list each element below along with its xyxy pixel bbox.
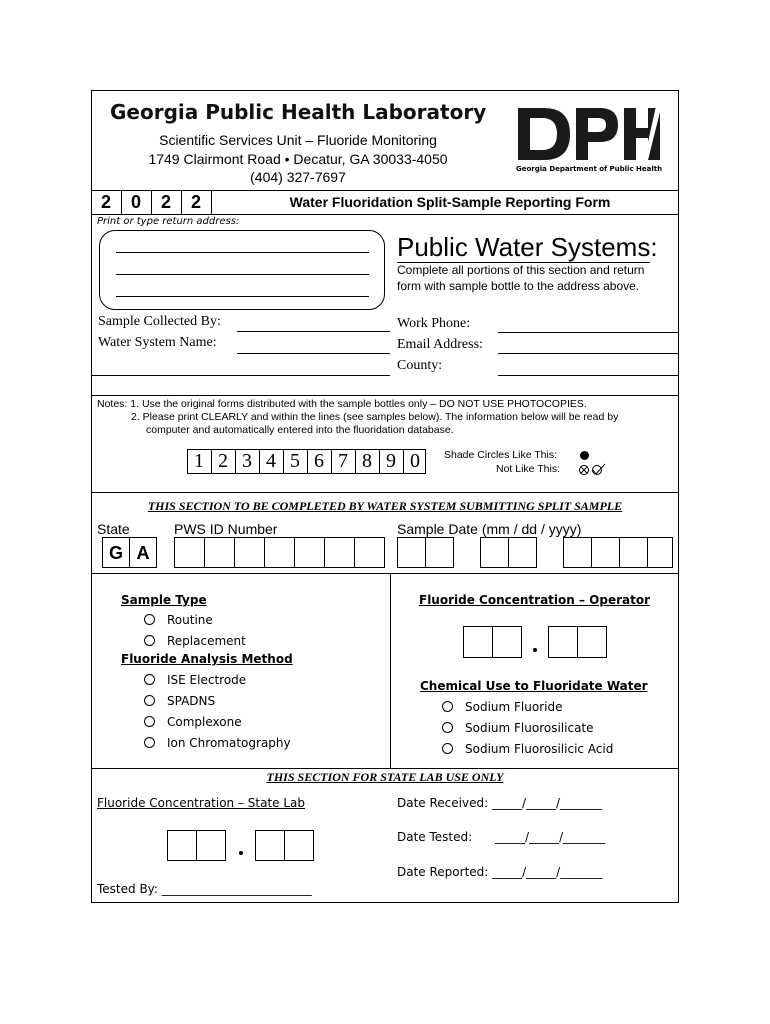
sample-date-year-cell[interactable]: [563, 537, 592, 568]
shade-like-label: Shade Circles Like This:: [444, 449, 558, 461]
column-divider: [390, 573, 391, 769]
radio-circle-icon[interactable]: [442, 722, 453, 733]
option-label: Sodium Fluorosilicic Acid: [465, 742, 614, 756]
public-water-instructions: form with sample bottle to the address above.: [397, 279, 640, 293]
email-address-field[interactable]: [498, 353, 679, 354]
state-lab-concentration-cell[interactable]: [255, 830, 285, 861]
sample-digit: 4: [266, 450, 276, 472]
form-title: Water Fluoridation Split-Sample Reporting Form: [289, 194, 611, 210]
year-digit[interactable]: 2: [91, 190, 122, 215]
not-like-label: Not Like This:: [496, 463, 560, 475]
state-lab-concentration-cell[interactable]: [196, 830, 226, 861]
sample-type-option-routine[interactable]: [144, 613, 213, 627]
year-digit[interactable]: 2: [181, 190, 212, 215]
state-cell[interactable]: A: [129, 537, 157, 568]
sample-digit: 6: [314, 450, 324, 472]
work-phone-label: Work Phone:: [397, 316, 471, 331]
pws-id-cell[interactable]: [354, 537, 385, 568]
notes-line: Notes: 1. Use the original forms distributed with the sample bottles only – DO NOT USE PHOTOCOPIES.: [97, 398, 587, 410]
sample-digit: 7: [338, 450, 348, 472]
return-address-line[interactable]: [116, 274, 369, 275]
divider: [91, 768, 679, 769]
sample-collected-by-field[interactable]: [237, 331, 390, 332]
return-address-label: Print or type return address:: [97, 216, 240, 227]
analysis-option-complexone[interactable]: [144, 715, 242, 729]
return-address-box[interactable]: [99, 230, 385, 310]
date-received-field[interactable]: Date Received: _____/_____/_______: [397, 796, 603, 810]
county-field[interactable]: [498, 375, 679, 376]
radio-circle-icon[interactable]: [144, 674, 155, 685]
option-label: Routine: [167, 613, 213, 627]
option-label: SPADNS: [167, 694, 216, 708]
operator-concentration-cell[interactable]: [463, 626, 493, 658]
sample-digit: 9: [386, 450, 396, 472]
work-phone-field[interactable]: [498, 332, 679, 333]
chemical-option-sodium-fluoride[interactable]: [442, 700, 562, 714]
option-label: Complexone: [167, 715, 242, 729]
filled-circle-icon: [580, 451, 589, 460]
sample-type-option-replacement[interactable]: [144, 634, 246, 648]
water-system-name-field[interactable]: [91, 375, 390, 376]
sample-date-month-cell[interactable]: [397, 537, 426, 568]
pws-id-cell[interactable]: [324, 537, 355, 568]
lab-name: Georgia Public Health Laboratory: [110, 100, 487, 124]
sample-digit: 5: [290, 450, 300, 472]
sample-digit: 0: [410, 450, 420, 472]
year-digit[interactable]: 2: [151, 190, 182, 215]
sample-collected-by-label: Sample Collected By:: [98, 314, 221, 329]
water-system-name-field[interactable]: [237, 353, 390, 354]
option-label: Replacement: [167, 634, 246, 648]
divider: [91, 492, 679, 493]
analysis-method-label: Fluoride Analysis Method: [121, 652, 293, 666]
operator-concentration-cell[interactable]: [577, 626, 607, 658]
state-label: State: [97, 521, 130, 537]
sample-digit: 8: [362, 450, 372, 472]
pws-id-cell[interactable]: [204, 537, 235, 568]
notes-line: computer and automatically entered into the fluoridation database.: [146, 424, 454, 436]
decimal-point: [239, 851, 243, 855]
return-address-line[interactable]: [116, 252, 369, 253]
unit-name: Scientific Services Unit – Fluoride Monitoring: [159, 132, 437, 148]
sample-date-year-cell[interactable]: [591, 537, 620, 568]
option-label: Sodium Fluoride: [465, 700, 563, 714]
radio-circle-icon[interactable]: [442, 743, 453, 754]
lab-address: 1749 Clairmont Road • Decatur, GA 30033-4050: [148, 151, 448, 167]
analysis-option-spadns[interactable]: [144, 694, 215, 708]
public-water-instructions: Complete all portions of this section and return: [397, 263, 645, 277]
analysis-option-ion-chromatography[interactable]: [144, 736, 291, 750]
date-tested-field[interactable]: Date Tested: _____/_____/_______: [397, 830, 606, 844]
sample-date-day-cell[interactable]: [480, 537, 509, 568]
state-lab-heading: THIS SECTION FOR STATE LAB USE ONLY: [266, 770, 504, 784]
notes-line: 2. Please print CLEARLY and within the lines (see samples below). The information below will be read by: [131, 411, 619, 423]
county-label: County:: [397, 358, 443, 373]
sample-date-day-cell[interactable]: [508, 537, 537, 568]
tested-by-field[interactable]: Tested By: _________________________: [97, 882, 312, 896]
pws-id-cell[interactable]: [174, 537, 205, 568]
sample-digit: 3: [242, 450, 252, 472]
radio-circle-icon[interactable]: [144, 695, 155, 706]
public-water-title: Public Water Systems:: [397, 232, 658, 262]
crossed-circle-icon: [578, 463, 608, 477]
return-address-line[interactable]: [116, 296, 369, 297]
email-address-label: Email Address:: [397, 337, 483, 352]
year-digit[interactable]: 0: [121, 190, 152, 215]
option-label: ISE Electrode: [167, 673, 247, 687]
sample-date-month-cell[interactable]: [425, 537, 454, 568]
sample-date-year-cell[interactable]: [619, 537, 648, 568]
water-system-name-label: Water System Name:: [98, 335, 217, 350]
state-lab-concentration-cell[interactable]: [167, 830, 197, 861]
split-section-heading: THIS SECTION TO BE COMPLETED BY WATER SYSTEM SUBMITTING SPLIT SAMPLE: [147, 499, 623, 513]
radio-circle-icon[interactable]: [144, 614, 155, 625]
chemical-option-sodium-fluorosilicate[interactable]: [442, 721, 594, 735]
pws-id-cell[interactable]: [294, 537, 325, 568]
state-cell[interactable]: G: [102, 537, 130, 568]
dph-subtitle: Georgia Department of Public Health: [516, 165, 663, 173]
radio-circle-icon[interactable]: [442, 701, 453, 712]
dph-logo: [516, 104, 662, 180]
radio-circle-icon[interactable]: [144, 737, 155, 748]
sample-type-label: Sample Type: [121, 593, 207, 607]
sample-digit: 2: [218, 450, 228, 472]
option-label: Ion Chromatography: [167, 736, 291, 750]
analysis-option-ise[interactable]: [144, 673, 246, 687]
operator-concentration-cell[interactable]: [548, 626, 578, 658]
sample-digit: 1: [194, 450, 204, 472]
date-reported-field[interactable]: Date Reported: _____/_____/_______: [397, 865, 603, 879]
sample-date-year-cell[interactable]: [647, 537, 673, 568]
pws-id-cell[interactable]: [234, 537, 265, 568]
option-label: Sodium Fluorosilicate: [465, 721, 594, 735]
operator-concentration-cell[interactable]: [492, 626, 522, 658]
decimal-point: [533, 648, 537, 652]
state-lab-concentration-cell[interactable]: [284, 830, 314, 861]
sample-date-label: Sample Date (mm / dd / yyyy): [397, 521, 582, 537]
lab-phone: (404) 327-7697: [250, 169, 346, 185]
chemical-use-label: Chemical Use to Fluoridate Water: [420, 679, 648, 693]
radio-circle-icon[interactable]: [144, 635, 155, 646]
operator-concentration-label: Fluoride Concentration – Operator: [419, 593, 651, 607]
divider: [91, 395, 679, 396]
radio-circle-icon[interactable]: [144, 716, 155, 727]
state-lab-concentration-label: Fluoride Concentration – State Lab: [97, 796, 306, 810]
divider: [91, 573, 679, 574]
wrong-marks-icon: [578, 463, 608, 477]
pws-id-cell[interactable]: [264, 537, 295, 568]
chemical-option-sodium-fluorosilicic-acid[interactable]: [442, 742, 613, 756]
pws-id-label: PWS ID Number: [174, 521, 278, 537]
